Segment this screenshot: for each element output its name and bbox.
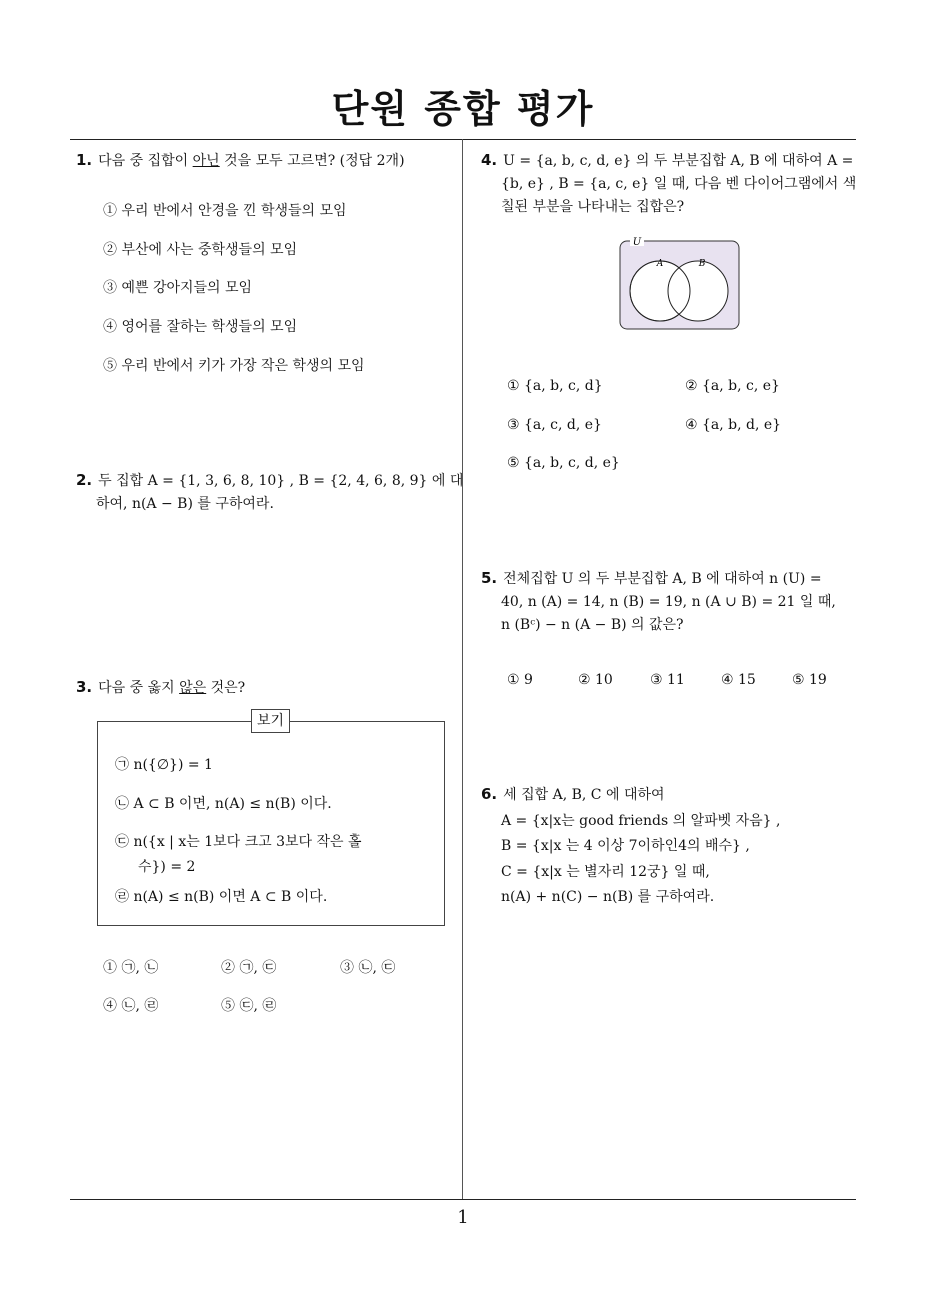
question-text: B = {x|x 는 4 이상 7이하인4의 배수} , (501, 838, 750, 854)
column-divider (462, 139, 463, 1200)
bogi-item-2: ㉡ A ⊂ B 이면, n(A) ≤ n(B) 이다. (115, 796, 332, 812)
q3-option-1[interactable]: ① ㉠, ㉡ (103, 960, 159, 976)
question-text: 하여, n(A − B) 를 구하여라. (96, 496, 274, 512)
page-title: 단원 종합 평가 (331, 87, 595, 131)
venn-set-a-label: A (656, 259, 664, 269)
question-1 (76, 149, 456, 173)
question-text: 칠된 부분을 나타내는 집합은? (501, 199, 685, 215)
q1-option-4[interactable]: ④ 영어를 잘하는 학생들의 모임 (103, 319, 298, 335)
underlined-word: 아닌 (192, 153, 220, 169)
question-text: 것을 모두 고르면? (정답 2개) (219, 153, 405, 169)
q4-option-5[interactable]: ⑤ {a, b, c, d, e} (507, 455, 620, 471)
question-number: 3. (76, 678, 93, 696)
question-text: 다음 중 옳지 (98, 680, 180, 696)
bottom-rule (70, 1199, 856, 1200)
venn-diagram (619, 237, 741, 332)
q5-option-3[interactable]: ③ 11 (650, 672, 685, 688)
q5-option-2[interactable]: ② 10 (578, 672, 613, 688)
venn-universe-label: U (632, 237, 642, 248)
question-4 (481, 149, 859, 219)
question-5 (481, 567, 859, 637)
question-text: n(A) + n(C) − n(B) 를 구하여라. (501, 889, 715, 905)
q4-option-3[interactable]: ③ {a, c, d, e} (507, 417, 602, 433)
question-number: 5. (481, 569, 498, 587)
question-text: U = {a, b, c, d, e} 의 두 부분집합 A, B 에 대하여 A = (503, 153, 854, 169)
question-number: 2. (76, 471, 93, 489)
top-rule (70, 139, 856, 140)
q4-option-4[interactable]: ④ {a, b, d, e} (685, 417, 782, 433)
q4-option-1[interactable]: ① {a, b, c, d} (507, 378, 603, 394)
question-number: 1. (76, 151, 93, 169)
question-text: {b, e} , B = {a, c, e} 일 때, 다음 벤 다이어그램에서 색 (501, 176, 857, 192)
q3-option-4[interactable]: ④ ㉡, ㉣ (103, 998, 159, 1014)
q5-option-5[interactable]: ⑤ 19 (792, 672, 827, 688)
question-2 (76, 469, 464, 516)
question-number: 4. (481, 151, 498, 169)
q4-option-2[interactable]: ② {a, b, c, e} (685, 378, 780, 394)
bogi-item-1: ㉠ n({∅}) = 1 (115, 757, 213, 773)
venn-set-b-label: B (698, 259, 706, 269)
bogi-item-4: ㉣ n(A) ≤ n(B) 이면 A ⊂ B 이다. (115, 889, 328, 905)
question-text: 다음 중 집합이 (98, 153, 193, 169)
question-text: 두 집합 A = {1, 3, 6, 8, 10} , B = {2, 4, 6, 8, 9} 에 대 (98, 473, 464, 489)
question-text: A = {x|x는 good friends 의 알파벳 자음} , (501, 812, 781, 829)
q3-option-2[interactable]: ② ㉠, ㉢ (221, 960, 277, 976)
venn-set-b-circle (668, 261, 728, 321)
q5-option-1[interactable]: ① 9 (507, 672, 533, 688)
q1-option-5[interactable]: ⑤ 우리 반에서 키가 가장 작은 학생의 모임 (103, 358, 365, 374)
q3-option-3[interactable]: ③ ㉡, ㉢ (340, 960, 396, 976)
question-text: C = {x|x 는 별자리 12궁} 일 때, (501, 863, 710, 880)
q1-option-3[interactable]: ③ 예쁜 강아지들의 모임 (103, 280, 253, 296)
bogi-label: 보기 (251, 709, 290, 733)
question-6 (481, 782, 859, 911)
question-text: n (Bᶜ) − n (A − B) 의 값은? (501, 617, 684, 633)
q5-option-4[interactable]: ④ 15 (721, 672, 756, 688)
q1-option-1[interactable]: ① 우리 반에서 안경을 낀 학생들의 모임 (103, 203, 347, 219)
q1-option-2[interactable]: ② 부산에 사는 중학생들의 모임 (103, 242, 298, 258)
question-text: 전체집합 U 의 두 부분집합 A, B 에 대하여 n (U) = (503, 571, 822, 587)
question-3 (76, 676, 456, 700)
q3-option-5[interactable]: ⑤ ㉢, ㉣ (221, 998, 277, 1014)
underlined-word: 않은 (179, 680, 207, 696)
bogi-item-3: ㉢ n({x | x는 1보다 크고 3보다 작은 홀 (115, 834, 362, 850)
question-text: 세 집합 A, B, C 에 대하여 (503, 787, 665, 803)
question-number: 6. (481, 785, 498, 803)
question-text: 40, n (A) = 14, n (B) = 19, n (A ∪ B) = 21 일 때, (501, 594, 836, 610)
bogi-item-3-cont: 수}) = 2 (138, 859, 196, 875)
page-number: 1 (457, 1207, 469, 1228)
question-text: 것은? (206, 680, 246, 696)
